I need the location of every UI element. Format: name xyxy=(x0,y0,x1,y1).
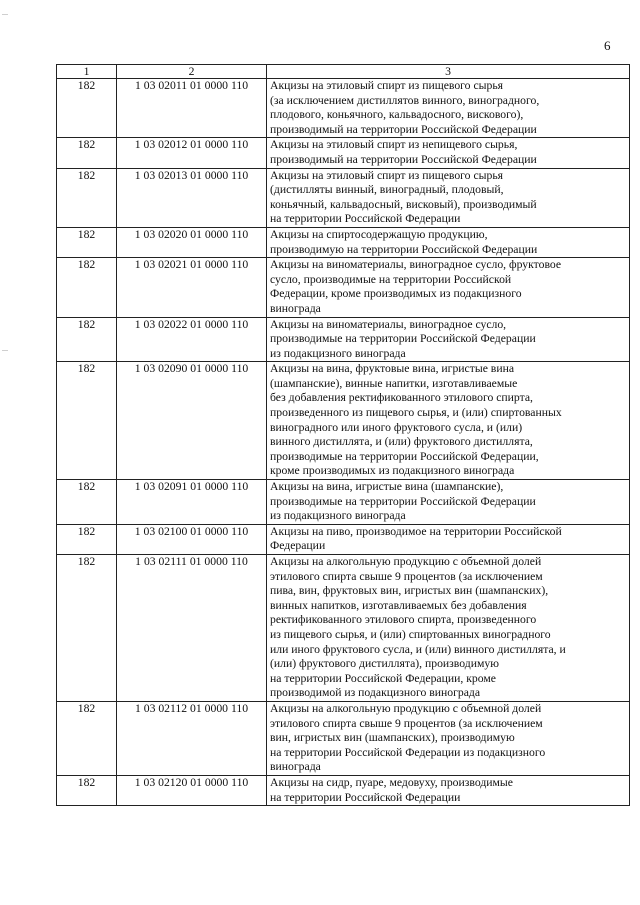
description-line: Акцизы на виноматериалы, виноградное сусло, фруктовое xyxy=(270,258,562,272)
table-row xyxy=(57,701,630,775)
description-line: пива, вин, фруктовых вин, игристых вин (шампанских), xyxy=(270,584,549,598)
column-header-2: 2 xyxy=(117,65,267,79)
description-line: или иного фруктового сусла, и (или) винного дистиллята, и xyxy=(270,642,566,656)
description-cell xyxy=(267,227,630,257)
description-line: винных напитков, изготавливаемых без добавления xyxy=(270,598,527,612)
description-line: произведенного из пищевого сырья, и (или) спиртованных xyxy=(270,406,562,420)
description-line: на территории Российской Федерации xyxy=(270,212,461,226)
description-line: Акцизы на этиловый спирт из пищевого сырья xyxy=(270,79,504,92)
description-line: Акцизы на вина, фруктовые вина, игристые вина xyxy=(270,362,515,376)
description-cell xyxy=(267,775,630,805)
description-line: производимый на территории Российской Федерации xyxy=(270,122,537,136)
admin-code-cell: 182 xyxy=(57,317,117,362)
description-cell xyxy=(267,79,630,138)
admin-code-cell: 182 xyxy=(57,258,117,317)
revenue-code-cell: 1 03 02011 01 0000 110 xyxy=(117,79,267,138)
description-line: из подакцизного винограда xyxy=(270,346,406,360)
description-line: ректификованного этилового спирта, произведенного xyxy=(270,613,537,627)
margin-mark xyxy=(2,14,8,15)
description-line: производимые на территории Российской Федерации, xyxy=(270,449,539,463)
revenue-code-cell: 1 03 02111 01 0000 110 xyxy=(117,555,267,702)
description-cell xyxy=(267,362,630,480)
description-line: винограда xyxy=(270,301,321,315)
admin-code-cell: 182 xyxy=(57,524,117,554)
description-line: винограда xyxy=(270,760,321,774)
description-line: Акцизы на вина, игристые вина (шампанские), xyxy=(270,480,504,494)
table-row xyxy=(57,138,630,168)
admin-code-cell: 182 xyxy=(57,227,117,257)
description-line: на территории Российской Федерации, кроме xyxy=(270,671,496,685)
table-row xyxy=(57,775,630,805)
description-line: вин, игристых вин (шампанских), производимую xyxy=(270,731,515,745)
description-cell xyxy=(267,524,630,554)
description-line: этилового спирта свыше 9 процентов (за исключением xyxy=(270,569,543,583)
table-row xyxy=(57,258,630,317)
column-header-1: 1 xyxy=(57,65,117,79)
description-cell xyxy=(267,168,630,227)
admin-code-cell: 182 xyxy=(57,362,117,480)
description-line: сусло, производимые на территории Российской xyxy=(270,272,512,286)
revenue-code-cell: 1 03 02090 01 0000 110 xyxy=(117,362,267,480)
admin-code-cell: 182 xyxy=(57,775,117,805)
description-line: кроме производимых из подакцизного винограда xyxy=(270,464,515,478)
description-line: Акцизы на алкогольную продукцию с объемной долей xyxy=(270,555,542,568)
admin-code-cell: 182 xyxy=(57,555,117,702)
admin-code-cell: 182 xyxy=(57,701,117,775)
revenue-code-cell: 1 03 02022 01 0000 110 xyxy=(117,317,267,362)
description-line: (или) фруктового дистиллята), производимую xyxy=(270,657,499,671)
description-line: Акцизы на алкогольную продукцию с объемной долей xyxy=(270,701,542,715)
admin-code-cell: 182 xyxy=(57,138,117,168)
description-line: производимой из подакцизного винограда xyxy=(270,686,481,700)
description-line: на территории Российской Федерации из подакцизного xyxy=(270,745,546,759)
description-line: (шампанские), винные напитки, изготавливаемые xyxy=(270,376,518,390)
revenue-code-cell: 1 03 02120 01 0000 110 xyxy=(117,775,267,805)
description-line: Акцизы на виноматериалы, виноградное сусло, xyxy=(270,317,507,331)
revenue-code-cell: 1 03 02021 01 0000 110 xyxy=(117,258,267,317)
table-row xyxy=(57,317,630,362)
table-header-row xyxy=(57,65,630,79)
table-row xyxy=(57,168,630,227)
description-line: Акцизы на этиловый спирт из пищевого сырья xyxy=(270,168,504,182)
description-cell xyxy=(267,138,630,168)
description-cell xyxy=(267,480,630,525)
description-line: (дистилляты винный, виноградный, плодовый, xyxy=(270,183,504,197)
table-row xyxy=(57,79,630,138)
table-row xyxy=(57,227,630,257)
revenue-code-cell: 1 03 02091 01 0000 110 xyxy=(117,480,267,525)
description-line: этилового спирта свыше 9 процентов (за исключением xyxy=(270,716,543,730)
table-body xyxy=(57,79,630,806)
revenue-code-cell: 1 03 02013 01 0000 110 xyxy=(117,168,267,227)
description-line: из подакцизного винограда xyxy=(270,509,406,523)
column-header-3: 3 xyxy=(267,65,630,79)
description-cell xyxy=(267,555,630,702)
page-number: 6 xyxy=(604,38,611,53)
description-line: коньячный, кальвадосный, висковый), производимый xyxy=(270,197,537,211)
description-line: Федерации, кроме производимых из подакцизного xyxy=(270,287,522,301)
description-line: без добавления ректификованного этилового спирта, xyxy=(270,391,533,405)
description-line: Акцизы на пиво, производимое на территории Российской xyxy=(270,524,562,538)
description-line: Акцизы на спиртосодержащую продукцию, xyxy=(270,227,488,241)
description-cell xyxy=(267,258,630,317)
description-line: производимую на территории Российской Федерации xyxy=(270,242,538,256)
revenue-code-cell: 1 03 02020 01 0000 110 xyxy=(117,227,267,257)
revenue-code-cell: 1 03 02100 01 0000 110 xyxy=(117,524,267,554)
description-line: плодового, коньячного, кальвадосного, вискового), xyxy=(270,108,524,122)
admin-code-cell: 182 xyxy=(57,79,117,138)
description-line: Акцизы на этиловый спирт из непищевого сырья, xyxy=(270,138,518,152)
table-row xyxy=(57,362,630,480)
description-cell xyxy=(267,701,630,775)
table-row xyxy=(57,480,630,525)
description-line: на территории Российской Федерации xyxy=(270,790,461,804)
description-cell xyxy=(267,317,630,362)
description-line: производимые на территории Российской Федерации xyxy=(270,494,536,508)
admin-code-cell: 182 xyxy=(57,480,117,525)
table-row xyxy=(57,555,630,702)
revenue-code-cell: 1 03 02112 01 0000 110 xyxy=(117,701,267,775)
description-line: производимый на территории Российской Федерации xyxy=(270,152,537,166)
admin-code-cell: 182 xyxy=(57,168,117,227)
revenue-codes-table xyxy=(56,64,630,806)
description-line: Федерации xyxy=(270,539,326,553)
description-line: (за исключением дистиллятов винного, виноградного, xyxy=(270,93,540,107)
description-line: винного дистиллята, и (или) фруктового дистиллята, xyxy=(270,435,533,449)
table-row xyxy=(57,524,630,554)
description-line: из пищевого сырья, и (или) спиртованных виноградного xyxy=(270,627,551,641)
description-line: Акцизы на сидр, пуаре, медовуху, производимые xyxy=(270,775,513,789)
description-line: виноградного или иного фруктового сусла, и (или) xyxy=(270,420,523,434)
revenue-code-cell: 1 03 02012 01 0000 110 xyxy=(117,138,267,168)
description-line: производимые на территории Российской Федерации xyxy=(270,332,536,346)
margin-mark xyxy=(2,350,8,351)
